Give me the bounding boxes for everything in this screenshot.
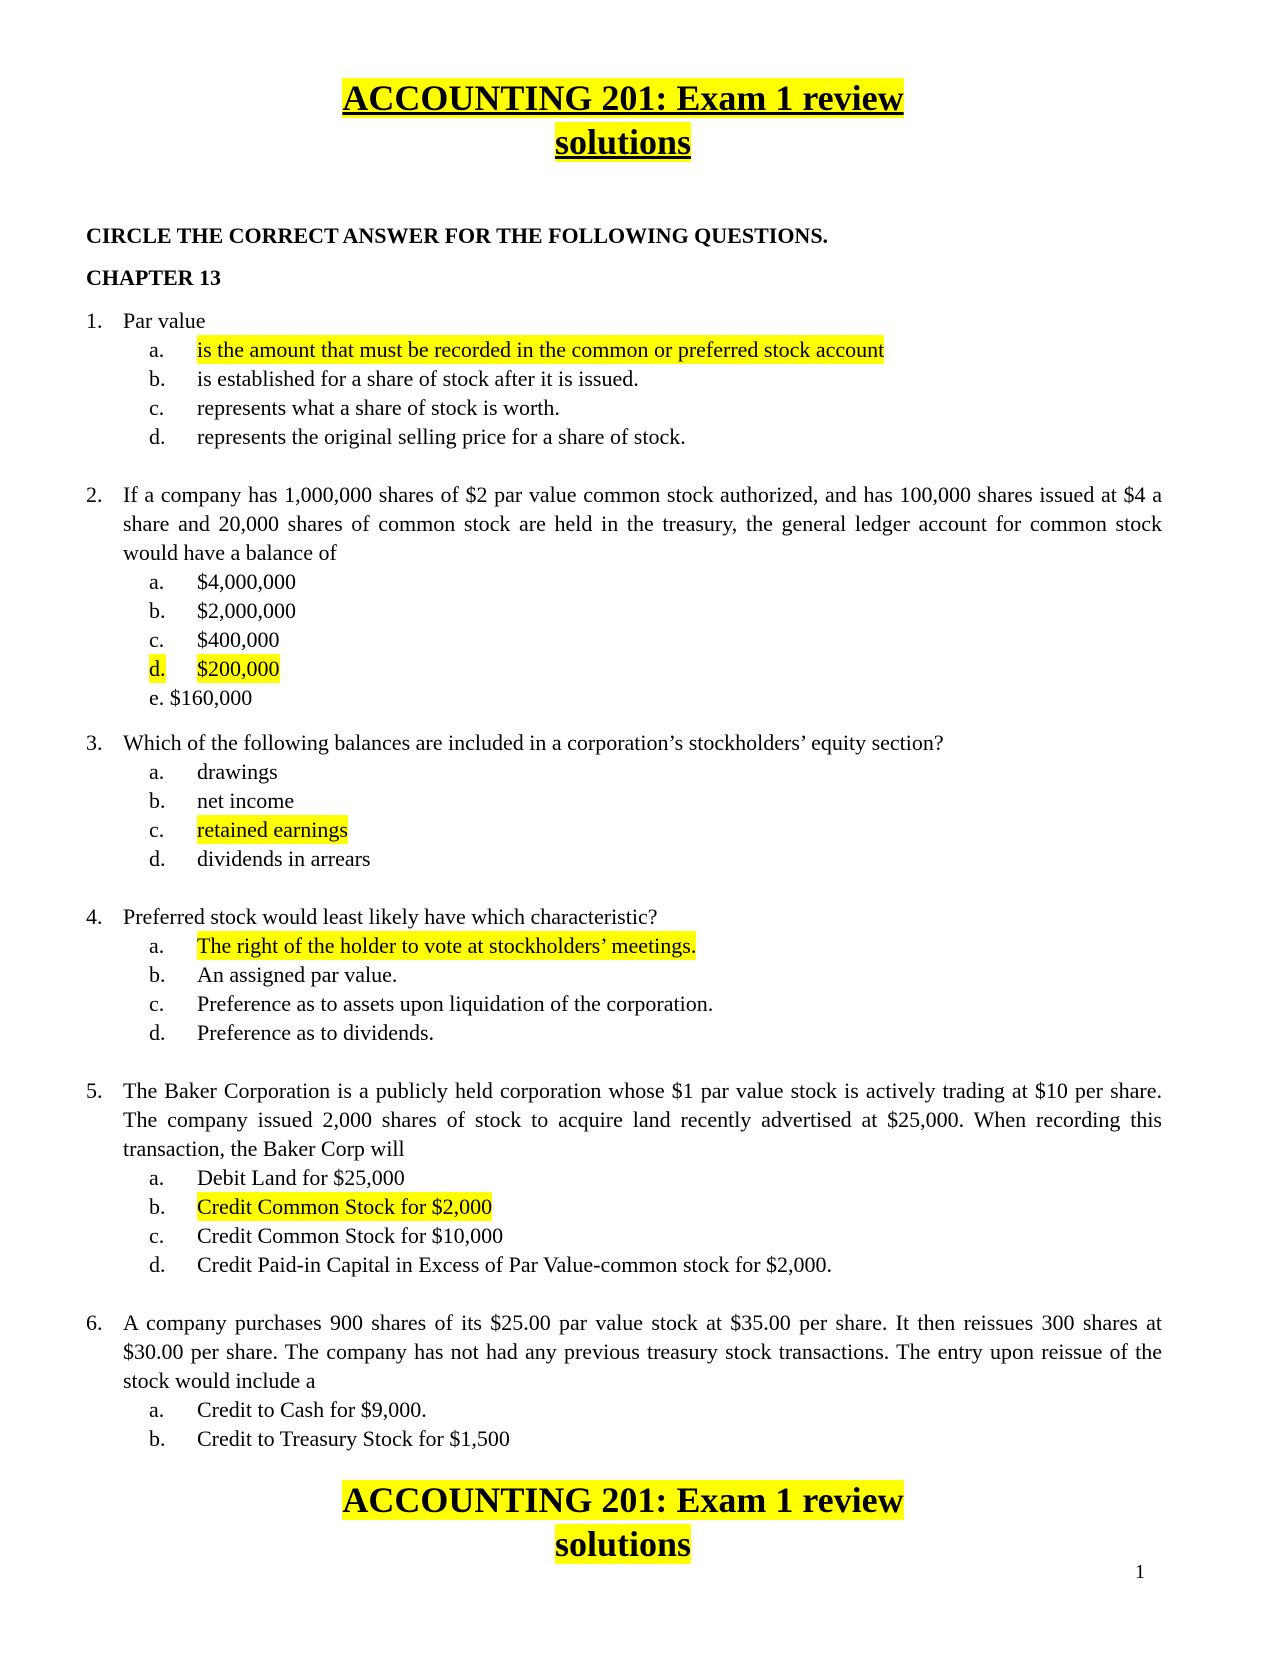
option-letter: a.	[149, 569, 165, 594]
document-title	[0, 76, 1246, 164]
option-letter: c.	[149, 991, 165, 1016]
chapter-heading: CHAPTER 13	[86, 265, 222, 290]
instructions-heading: CIRCLE THE CORRECT ANSWER FOR THE FOLLOWING QUESTIONS.	[86, 223, 829, 248]
question-3	[86, 728, 1162, 873]
option-text: An assigned par value.	[197, 962, 398, 987]
answer-option	[86, 1163, 1162, 1192]
question-2	[86, 480, 1162, 712]
option-text: Debit Land for $25,000	[197, 1165, 405, 1190]
option-text: $400,000	[197, 627, 280, 652]
question-number: 4.	[86, 904, 103, 929]
question-text: The Baker Corporation is a publicly held corporation whose $1 par value stock is actively trading at $10 per share. The company issued 2,000 shares of stock to acquire land recently advertised at $25,000. When recording this transaction, the Baker Corp will	[123, 1078, 1162, 1161]
option-text: $160,000	[169, 685, 253, 710]
answer-options	[86, 335, 1162, 451]
option-letter: a.	[149, 933, 165, 958]
answer-option	[86, 1424, 1162, 1453]
option-text: represents the original selling price for a share of stock.	[197, 424, 686, 449]
question-stem	[86, 480, 1162, 567]
option-letter: b.	[149, 962, 166, 987]
answer-option	[86, 1395, 1162, 1424]
option-text: Credit to Treasury Stock for $1,500	[197, 1426, 510, 1451]
answer-option	[86, 364, 1162, 393]
question-text: A company purchases 900 shares of its $25.00 par value stock at $35.00 per share. It then reissues 300 shares at $30.00 per share. The company has not had any previous treasury stock transactions. The entry upon reissue of the stock would include a	[123, 1310, 1162, 1393]
option-text: is established for a share of stock after it is issued.	[197, 366, 639, 391]
answer-option	[86, 989, 1162, 1018]
answer-option	[86, 786, 1162, 815]
option-letter: b.	[149, 366, 166, 391]
footer-title-line-1: ACCOUNTING 201: Exam 1 review	[342, 1480, 904, 1520]
correct-answer-text: The right of the holder to vote at stockholders’ meetings.	[197, 933, 697, 958]
answer-options	[86, 757, 1162, 873]
footer-title-line-2: solutions	[554, 1524, 692, 1564]
answer-option	[86, 683, 1162, 712]
correct-answer-text: retained earnings	[197, 817, 348, 842]
answer-option	[86, 625, 1162, 654]
option-letter: c.	[149, 1223, 165, 1248]
option-letter: b.	[149, 1194, 166, 1219]
option-text: Preference as to dividends.	[197, 1020, 435, 1045]
answer-option	[86, 567, 1162, 596]
footer-title	[0, 1478, 1246, 1566]
option-letter: b.	[149, 1426, 166, 1451]
question-1	[86, 306, 1162, 451]
question-stem	[86, 728, 1162, 757]
answer-options	[86, 1395, 1162, 1453]
option-letter: a.	[149, 1397, 165, 1422]
question-number: 2.	[86, 482, 103, 507]
answer-option	[86, 931, 1162, 960]
option-letter: d.	[149, 1020, 166, 1045]
answer-option	[86, 335, 1162, 364]
option-text: Credit Common Stock for $10,000	[197, 1223, 504, 1248]
answer-options	[86, 1163, 1162, 1279]
answer-option	[86, 815, 1162, 844]
answer-options	[86, 567, 1162, 712]
option-letter: d.	[149, 1252, 166, 1277]
option-letter: e.	[149, 685, 165, 710]
question-stem	[86, 306, 1162, 335]
option-letter: d.	[149, 656, 166, 681]
title-line-2: solutions	[554, 122, 692, 162]
question-text: If a company has 1,000,000 shares of $2 par value common stock authorized, and has 100,000 shares issued at $4 a share and 20,000 shares of common stock are held in the treasury, the general ledger account for common stock would have a balance of	[123, 482, 1162, 565]
question-4	[86, 902, 1162, 1047]
option-text: $2,000,000	[197, 598, 296, 623]
question-text: Preferred stock would least likely have which characteristic?	[123, 904, 658, 929]
question-stem	[86, 902, 1162, 931]
option-letter: a.	[149, 337, 165, 362]
answer-option	[86, 1250, 1162, 1279]
page-number: 1	[1135, 1561, 1145, 1583]
option-text: net income	[197, 788, 295, 813]
question-number: 5.	[86, 1078, 103, 1103]
question-6	[86, 1308, 1162, 1453]
question-text: Par value	[123, 308, 206, 333]
answer-option	[86, 1018, 1162, 1047]
question-5	[86, 1076, 1162, 1279]
option-letter: d.	[149, 424, 166, 449]
option-text: drawings	[197, 759, 278, 784]
answer-option	[86, 596, 1162, 625]
answer-option	[86, 422, 1162, 451]
answer-option	[86, 1192, 1162, 1221]
question-number: 6.	[86, 1310, 103, 1335]
option-letter: d.	[149, 846, 166, 871]
option-text: Credit Paid-in Capital in Excess of Par Value-common stock for $2,000.	[197, 1252, 833, 1277]
correct-answer-text: Credit Common Stock for $2,000	[197, 1194, 493, 1219]
answer-option	[86, 757, 1162, 786]
option-text: represents what a share of stock is worth.	[197, 395, 560, 420]
correct-answer-text: $200,000	[197, 656, 280, 681]
answer-option	[86, 1221, 1162, 1250]
question-stem	[86, 1076, 1162, 1163]
question-number: 3.	[86, 730, 103, 755]
title-line-1: ACCOUNTING 201: Exam 1 review	[342, 78, 904, 118]
option-letter: a.	[149, 759, 165, 784]
option-letter: b.	[149, 598, 166, 623]
answer-option	[86, 844, 1162, 873]
question-number: 1.	[86, 308, 103, 333]
option-letter: c.	[149, 817, 165, 842]
answer-option	[86, 960, 1162, 989]
answer-option-inline	[149, 683, 252, 712]
option-text: Preference as to assets upon liquidation of the corporation.	[197, 991, 714, 1016]
option-text: $4,000,000	[197, 569, 296, 594]
option-letter: c.	[149, 395, 165, 420]
option-text: Credit to Cash for $9,000.	[197, 1397, 427, 1422]
option-letter: b.	[149, 788, 166, 813]
answer-option	[86, 393, 1162, 422]
question-stem	[86, 1308, 1162, 1395]
correct-answer-text: is the amount that must be recorded in the common or preferred stock account	[197, 337, 885, 362]
answer-option	[86, 654, 1162, 683]
question-text: Which of the following balances are included in a corporation’s stockholders’ equity section?	[123, 730, 944, 755]
option-letter: c.	[149, 627, 165, 652]
option-text: dividends in arrears	[197, 846, 371, 871]
option-letter: a.	[149, 1165, 165, 1190]
answer-options	[86, 931, 1162, 1047]
